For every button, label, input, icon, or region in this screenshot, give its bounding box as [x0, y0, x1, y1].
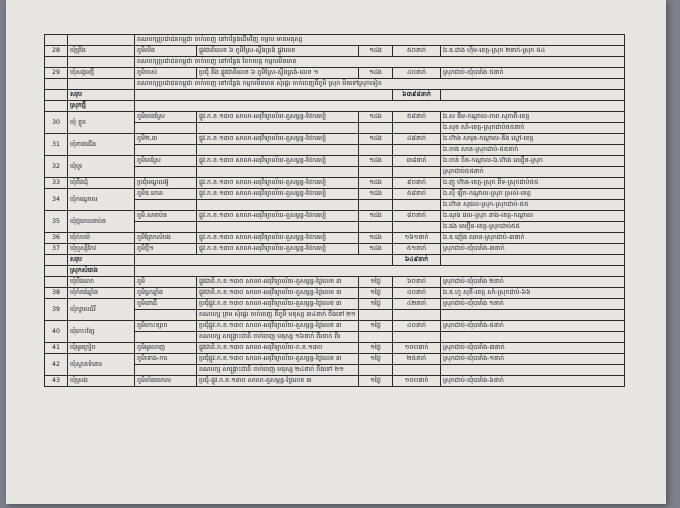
row-number: 29: [45, 68, 68, 79]
participant-count: ៤០នាក់: [393, 288, 441, 299]
participant-count: [393, 222, 441, 233]
remark: ឯ.ឧ.ជាង ហ៊ីម-ខេត្ត-ស្រុក ២នាក់-ស្រុក ៥៤: [441, 46, 625, 57]
location-desc: ផ្លូវជាតិ.ក.ខ.១៣០ សាលា-អនុវិទ្យាល័យ-គួសម្ពន្ធ-ថ្ងៃលេខ ៣: [197, 277, 359, 288]
note-text: គណបក្សប្រជាជនកម្ពុជា ចាក់ចេញ នៅកន្លែង កម្មករមិនមាន សុំផ្ទេរ ចាក់ចេញពីភូមិ ស្រុក មិនទៅស្រុកទៀត: [135, 79, 625, 90]
note-text: គណបក្សប្រជាជនកម្ពុជា ចាក់ចេញ នៅកន្លែងដើមវិញ កម្មករ មានមនុស្ស: [135, 35, 625, 46]
frequency: [359, 365, 393, 376]
number-cell: [45, 79, 68, 90]
location-desc: ប្រជុំ-ផ្លូវ.ក.ខ.១៣០ សាលា-គួសម្ពន្ធ-ថ្ងៃលេខ ៣: [197, 376, 359, 387]
section-label: ស្រុកថ្មី: [68, 101, 135, 112]
participant-count: ២៥នាក់: [393, 354, 441, 365]
frequency: [359, 145, 393, 156]
frequency: ១ដង: [359, 211, 393, 222]
row-number: 32: [45, 156, 68, 178]
table-row: [45, 178, 625, 189]
commune-name: ឃុំស្រង: [68, 376, 135, 387]
village-name: ភូមិទោង-ការ: [135, 354, 197, 365]
remark: ឯ.ចាន់ ចិន-កណ្តាល-ឯ.ហ៊ាង ឈឿន-ស្រុក: [441, 156, 625, 167]
remark: ស្រុកជាប់-ឃុំបារាំង-៣នាក់: [441, 244, 625, 255]
row-number: 31: [45, 134, 68, 156]
subtotal-row: [45, 255, 625, 266]
location-desc: គណបក្ស ព្រម សុំផ្ទេរ ចាក់ចេញ ពីភូមិ មនុស្ស ៣៤នាក់ ចឹងទៅ ២១: [197, 310, 359, 321]
table-row: [45, 343, 625, 354]
participant-count: [393, 145, 441, 156]
frequency: [359, 332, 393, 343]
frequency: ១ដង: [359, 244, 393, 255]
number-cell: [45, 57, 68, 68]
location-desc: ផ្លូវ.ក.ខ.១៣០ សាលា-អនុវិទ្យាល័យ-គួសម្ពន្ធ-ថែករបៀ: [197, 189, 359, 200]
document-page: [6, 0, 666, 504]
frequency: ១ដង: [359, 68, 393, 79]
row-number: [45, 277, 68, 288]
village-name: ភូមិចាស់: [135, 68, 197, 79]
row-number: 33: [45, 178, 68, 189]
remark: [441, 365, 625, 376]
remark: ស្រុកជាប់-ឃុំបារាំង ១នាក់: [441, 299, 625, 310]
participant-count: ៨០នាក់: [393, 211, 441, 222]
village-name: ប្រជុំមណ្ឌលអ៊ូ: [135, 178, 197, 189]
remark: ស្រុកជាប់-ឃុំបារាំង-១នាក់: [441, 354, 625, 365]
note-row: [45, 57, 625, 68]
frequency: ១ដង: [359, 189, 393, 200]
row-number: 35: [45, 211, 68, 233]
location-desc: ផ្លូវ.ក.ខ.១៣០ សាលា-អនុវិទ្យាល័យ-គួសម្ពន្ធ-ថែករបៀ: [197, 211, 359, 222]
table-row: [45, 288, 625, 299]
village-name: ភូមិ: [135, 277, 197, 288]
row-number: 41: [45, 343, 68, 354]
remark: ឯ.ណុង ផល-ស្រុក នាង-ខេត្ត-កណ្តាល: [441, 211, 625, 222]
commune-name: ឃុំ ខ្លូត: [68, 112, 135, 134]
table-row: [45, 46, 625, 57]
participant-count: ៦០នាក់: [393, 277, 441, 288]
participant-count: [393, 365, 441, 376]
row-number: 36: [45, 233, 68, 244]
remark: ស្រុកជាប់-ឃុំបារាំង-៥នាក់: [441, 321, 625, 332]
frequency: ១ថ្ងៃ: [359, 277, 393, 288]
remark: ឯ.ឧ.ហួ សុខី-ខេត្ត សាំ-ស្រុកជាប់-៦៦: [441, 288, 625, 299]
participant-count: [393, 167, 441, 178]
section-row: [45, 266, 625, 277]
participant-count: ១៦១នាក់: [393, 233, 441, 244]
number-cell: [45, 90, 68, 101]
village-name: [135, 310, 197, 321]
frequency: [359, 222, 393, 233]
location-desc: គណបក្ស សង្គ្រោះជាតិ ចាក់ចេញ មនុស្ស ២៤នាក់ ចឹងទៅ ២១: [197, 365, 359, 376]
village-name: ភូមិតេស្រែ: [135, 156, 197, 167]
commune-name: ឃុំសង្គមថ្មី: [68, 68, 135, 79]
commune-name: ឃុំពឹងជុំ: [68, 178, 135, 189]
frequency: ១ថ្ងៃ: [359, 376, 393, 387]
village-name: ភូមិអូរលាញ: [135, 343, 197, 354]
frequency: ១ដង: [359, 134, 393, 145]
table-row: [45, 299, 625, 310]
row-number: 38: [45, 288, 68, 299]
subtotal-label: សរុប: [68, 90, 135, 101]
location-desc: ប្រជុំផ្លូវ.ក.ខ.១៣០ សាលា-អនុវិទ្យាល័យ-គួសម្ពន្ធ-ថ្ងៃលេខ ៣: [197, 299, 359, 310]
commune-name: ឃុំព្រីង: [68, 46, 135, 57]
remark: ឯ.ឧ ញ៉េង ឈាន-ស្រុកជាប់-៣នាក់: [441, 233, 625, 244]
village-name: ភូមិចេងស្រែ: [135, 112, 197, 123]
commune-name: ឃុំអូរក្រៀច: [68, 343, 135, 354]
table-row: [45, 156, 625, 167]
frequency: [359, 200, 393, 211]
section-label: ស្រុកសំរោង: [68, 266, 135, 277]
participant-count: [393, 123, 441, 134]
commune-name: ឃុំក្បាលដំរី: [68, 299, 135, 321]
row-number: 28: [45, 46, 68, 57]
blank-cell: [135, 101, 625, 112]
remark: ឯ.ញូ ហ៊ាន-ខេត្ត-ស្រុក ពីទ-ស្រុកជាប់៥៥: [441, 178, 625, 189]
table-row: [45, 68, 625, 79]
table-row: [45, 354, 625, 365]
blank-cell: [135, 255, 393, 266]
subtotal-row: [45, 90, 625, 101]
table-row: [45, 112, 625, 123]
participant-count: ៩០នាក់: [393, 178, 441, 189]
number-cell: [45, 101, 68, 112]
row-number: 40: [45, 321, 68, 343]
subtotal-label: សរុប: [68, 255, 135, 266]
frequency: ១ថ្ងៃ: [359, 288, 393, 299]
commune-name: ឃុំក់ចយំ: [68, 233, 135, 244]
row-number: 34: [45, 189, 68, 211]
remark: ឯ.ផង ឈឿន-ខេត្ត-ស្រុកជាប់៥៥: [441, 222, 625, 233]
commune-name: ឃុំកណ្តោល: [68, 189, 135, 211]
frequency: [359, 123, 393, 134]
location-desc: [197, 200, 359, 211]
frequency: ១ថ្ងៃ: [359, 343, 393, 354]
village-name: ភូមិតាំងយោល: [135, 376, 197, 387]
commune-name: ឃុំកំពង់ឆ្នាំង: [68, 288, 135, 299]
commune-name: ឃុំកោះខ្សែ: [68, 321, 135, 343]
section-row: [45, 101, 625, 112]
blank-cell: [135, 266, 625, 277]
location-desc: ផ្លូវ.ក.ខ.១៣០ សាលា-អនុវិទ្យាល័យ-គួសម្ពន្ធ-ថែករបៀ: [197, 134, 359, 145]
location-desc: ប្រជុំ និង ផ្លូវជាតិលេខ ៦ ភូមិស្រែ-ស្ទឹងត្រង់-លេខ ១: [197, 68, 359, 79]
village-name: [135, 123, 197, 134]
subtotal-value: ៦៤៩នាក់: [393, 255, 441, 266]
remark: ឯ.សុខ សាំ-ខេត្ត-ស្រុកជាប់៥៥នាក់: [441, 123, 625, 134]
location-desc: ផ្លូវ.ក.ខ.១៣០ សាលា-អនុវិទ្យាល័យ-គួសម្ពន្ធ-ថែករបៀ: [197, 233, 359, 244]
table-row: [45, 134, 625, 145]
remark: [441, 310, 625, 321]
data-table: [44, 34, 625, 387]
village-name: ភូមិធ្លកឆ្នាំង: [135, 288, 197, 299]
location-desc: គណបក្ស សង្គ្រោះជាតិ ចាក់ចេញ មនុស្ស ១៦នាក់ ពីរនាក់ ពីរ: [197, 332, 359, 343]
table-row: [45, 244, 625, 255]
location-desc: ផ្លូវជាតិ.ក.ខ.១៣០ សាលា-អនុវិទ្យាល័យ-គួសម្ពន្ធ-ថ្ងៃលេខ ៣: [197, 288, 359, 299]
frequency: [359, 167, 393, 178]
place-cell: [68, 79, 135, 90]
location-desc: ប្រជុំផ្លូវ.ក.ខ.១៣០ សាលា-អនុវិទ្យាល័យ-គួសម្ពន្ធ-ថ្ងៃលេខ ៣: [197, 354, 359, 365]
table-body: [45, 35, 625, 387]
table-row: [45, 277, 625, 288]
location-desc: [197, 145, 359, 156]
remark: ស្រុកជាប់-ឃុំបារាំង-៣នាក់: [441, 343, 625, 354]
note-row: [45, 79, 625, 90]
table-row: [45, 211, 625, 222]
participant-count: ៥១នាក់: [393, 244, 441, 255]
blank-cell: [441, 255, 625, 266]
village-name: ភូមិពោធិ៍: [135, 299, 197, 310]
village-name: ភូមិ.សារាប់ន: [135, 211, 197, 222]
location-desc: [197, 123, 359, 134]
remark: ឯ.ហ៊ាន សុផល-ស្រុក-ស្រុកជាប់-៥៥: [441, 200, 625, 211]
location-desc: ផ្លូវជាតិលេខ ៦ ភូមិស្រែ-ស្ទឹងត្រង់ ផ្លូវលេខ: [197, 46, 359, 57]
frequency: ១ដង: [359, 112, 393, 123]
participant-count: ៥៨នាក់: [393, 189, 441, 200]
village-name: [135, 145, 197, 156]
row-number: 39: [45, 299, 68, 321]
subtotal-value: ៦៣៩៨នាក់: [393, 90, 441, 101]
participant-count: ៥៨នាក់: [393, 112, 441, 123]
blank-cell: [135, 90, 393, 101]
frequency: ១ថ្ងៃ: [359, 321, 393, 332]
number-cell: [45, 266, 68, 277]
commune-name: ឃុំបឹងលោ: [68, 277, 135, 288]
commune-name: ឃុំបូរ: [68, 156, 135, 178]
location-desc: ផ្លូវ.ក.ខ.១៣០ សាលា-អនុវិទ្យាល័យ-គួសម្ពន្ធ-ថែករបៀ: [197, 156, 359, 167]
village-name: [135, 365, 197, 376]
location-desc: ផ្លូវជាតិ.ក.ខ.១៣០ សាលា-អនុវិទ្យាល័យ-ក.ខ.១៣០: [197, 343, 359, 354]
frequency: ១ដង: [359, 233, 393, 244]
village-name: ភូមិ២,៣: [135, 134, 197, 145]
remark: ឯ.ចាង សាន-ស្រុកជាប់-៥៥នាក់: [441, 145, 625, 156]
row-number: 43: [45, 376, 68, 387]
village-name: [135, 222, 197, 233]
participant-count: ៤០នាក់: [393, 321, 441, 332]
frequency: ១ថ្ងៃ: [359, 299, 393, 310]
place-cell: [68, 35, 135, 46]
village-name: ភូមិថ្មី១: [135, 244, 197, 255]
village-name: ភូមិកោះខ្សាច: [135, 321, 197, 332]
frequency: ១ថ្ងៃ: [359, 354, 393, 365]
row-number: 42: [45, 354, 68, 376]
commune-name: ឃុំខាងជើង: [68, 134, 135, 156]
village-name: ភូមិលិង: [135, 46, 197, 57]
participant-count: ៤២នាក់: [393, 299, 441, 310]
row-number: 37: [45, 244, 68, 255]
remark: ឯ.ស៊ី ឡឹក-កណ្តាល-ស្រុក ស្រស់-ខេត្ត: [441, 189, 625, 200]
location-desc: [197, 167, 359, 178]
remark: ស្រុកជាប់-ឃុំបារាំង ២នាក់: [441, 277, 625, 288]
frequency: [359, 310, 393, 321]
village-name: ភូមិឧ.ភោគ: [135, 189, 197, 200]
village-name: [135, 332, 197, 343]
participant-count: ៤០នាក់: [393, 68, 441, 79]
location-desc: ប្រជុំផ្លូវ.ក.ខ.១៣០ សាលា-អនុវិទ្យាល័យ-គួសម្ពន្ធ-ថ្ងៃលេខ ៣: [197, 321, 359, 332]
participant-count: [393, 200, 441, 211]
commune-name: ឃុំឬស្សីកែវ: [68, 244, 135, 255]
table-row: [45, 189, 625, 200]
number-cell: [45, 255, 68, 266]
row-number: 30: [45, 112, 68, 134]
location-desc: ផ្លូវ.ក.ខ.១៣០ សាលា-អនុវិទ្យាល័យ-គួសម្ពន្ធ-ថែករបៀ: [197, 178, 359, 189]
location-desc: ផ្លូវ.ក.ខ.១៣០ សាលា-អនុវិទ្យាល័យ-គួសម្ពន្ធ-ថែករបៀ: [197, 244, 359, 255]
frequency: ១ដង: [359, 156, 393, 167]
frequency: ១ដង: [359, 178, 393, 189]
location-desc: [197, 222, 359, 233]
place-cell: [68, 57, 135, 68]
table-row: [45, 233, 625, 244]
participant-count: [393, 332, 441, 343]
number-cell: [45, 35, 68, 46]
participant-count: ៥០នាក់: [393, 46, 441, 57]
participant-count: [393, 310, 441, 321]
location-desc: ផ្លូវ.ក.ខ.១៣០ សាលា-អនុវិទ្យាល័យ-គួសម្ពន្ធ-ថែករបៀ: [197, 112, 359, 123]
remark: ឯ.ស ឌឺម-កណ្តាល-ភាព សុភាពី-ខេត្ត: [441, 112, 625, 123]
note-row: [45, 35, 625, 46]
remark: ស្រុកជាប់-ឃុំបារាំង-៦នាក់: [441, 376, 625, 387]
remark: ស្រុកជាប់-ឃុំបារាំង ៥នាក់: [441, 68, 625, 79]
commune-name: ឃុំថ្មគោលរាប់ន: [68, 211, 135, 233]
blank-cell: [441, 90, 625, 101]
participant-count: ៣៨នាក់: [393, 156, 441, 167]
village-name: [135, 167, 197, 178]
remark: [441, 332, 625, 343]
commune-name: ឃុំស្ពានទំនោរ: [68, 354, 135, 376]
participant-count: ៤៨នាក់: [393, 134, 441, 145]
participant-count: ១០០នាក់: [393, 343, 441, 354]
note-text: គណបក្សប្រជាជនកម្ពុជា ចាក់ចេញ នៅកន្លែង ចែកយន្ត កម្មករមិនមាន: [135, 57, 625, 68]
frequency: ១ដង: [359, 46, 393, 57]
participant-count: ១០០នាក់: [393, 376, 441, 387]
village-name: ភូមិព្រែកលំបង: [135, 233, 197, 244]
table-row: [45, 376, 625, 387]
remark: ស្រុកជាប់៥៥នាក់: [441, 167, 625, 178]
remark: ឯ.ហ៊ាង សារុន-កណ្តាល-នីង ស្នៅ-ខេត្ត: [441, 134, 625, 145]
table-row: [45, 321, 625, 332]
village-name: [135, 200, 197, 211]
